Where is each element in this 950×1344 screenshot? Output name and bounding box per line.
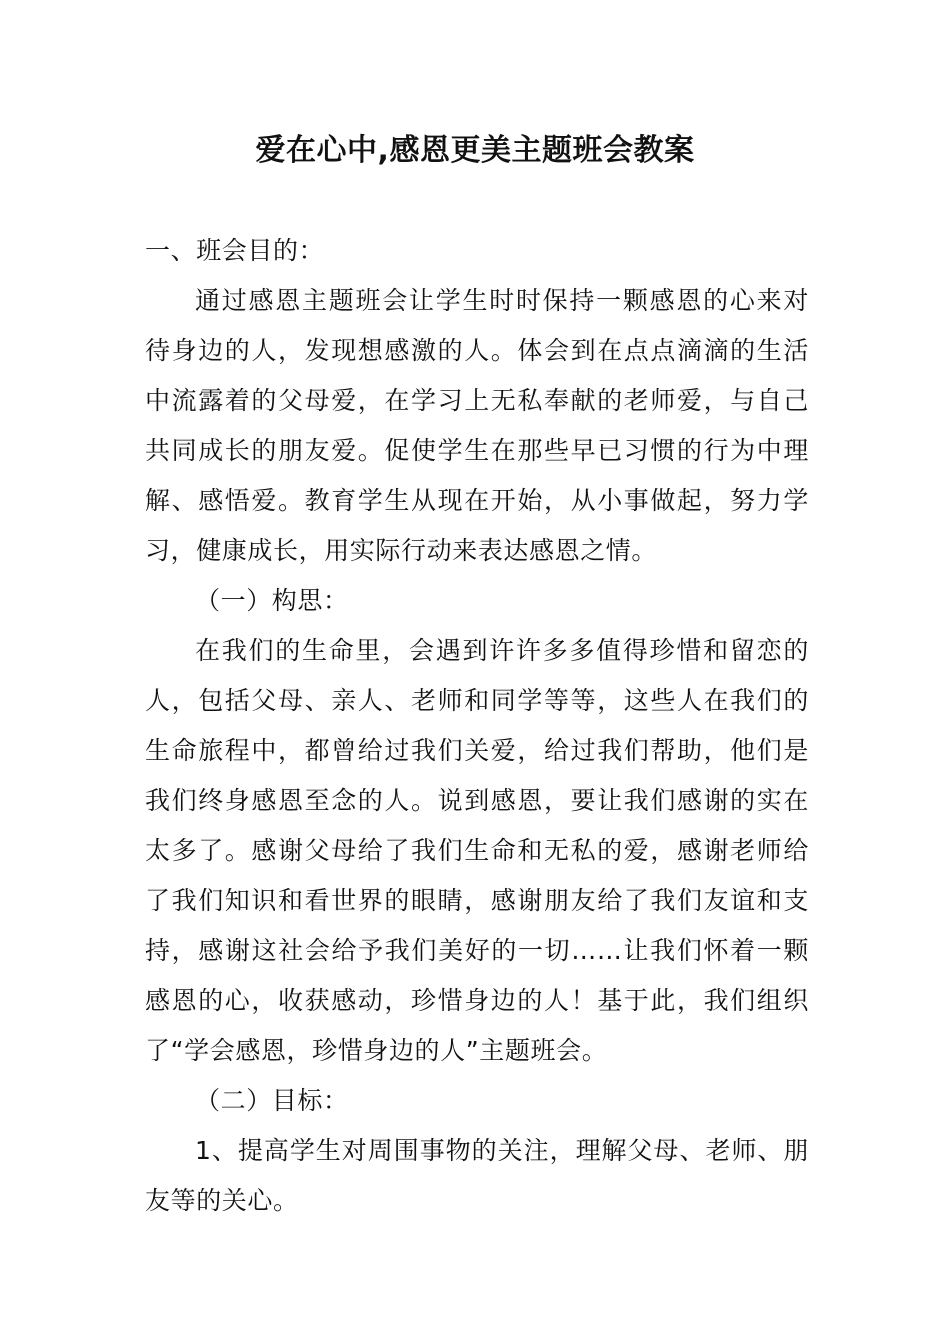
paragraph-goal-1: 1、提高学生对周围事物的关注，理解父母、老师、朋友等的关心。 bbox=[145, 1136, 809, 1215]
subheading-goals: （二）目标： bbox=[195, 1086, 349, 1115]
subheading-concept: （一）构思： bbox=[195, 586, 349, 615]
paragraph-concept: 在我们的生命里，会遇到许许多多值得珍惜和留恋的人，包括父母、亲人、老师和同学等等，这些人在我们的生命旅程中，都曾给过我们关爱，给过我们帮助，他们是我们终身感恩至念的人。说到感恩，要让我们感谢的实在太多了。感谢父母给了我们生命和无私的爱，感谢老师给了我们知识和看世界的眼睛，感谢朋友给了我们友谊和支持，感谢这社会给予我们美好的一切……让我们怀着一颗感恩的心，收获感动，珍惜身边的人！基于此，我们组织了“学会感恩，珍惜身边的人”主题班会。 bbox=[145, 636, 809, 1065]
section-heading-purpose: 一、班会目的： bbox=[145, 236, 325, 265]
document-body bbox=[145, 226, 809, 1226]
paragraph-purpose: 通过感恩主题班会让学生时时保持一颗感恩的心来对待身边的人，发现想感激的人。体会到在点点滴滴的生活中流露着的父母爱，在学习上无私奉献的老师爱，与自己共同成长的朋友爱。促使学生在那些早已习惯的行为中理解、感悟爱。教育学生从现在开始，从小事做起，努力学习，健康成长，用实际行动来表达感恩之情。 bbox=[145, 286, 809, 565]
document-title: 爱在心中,感恩更美主题班会教案 bbox=[255, 133, 695, 168]
